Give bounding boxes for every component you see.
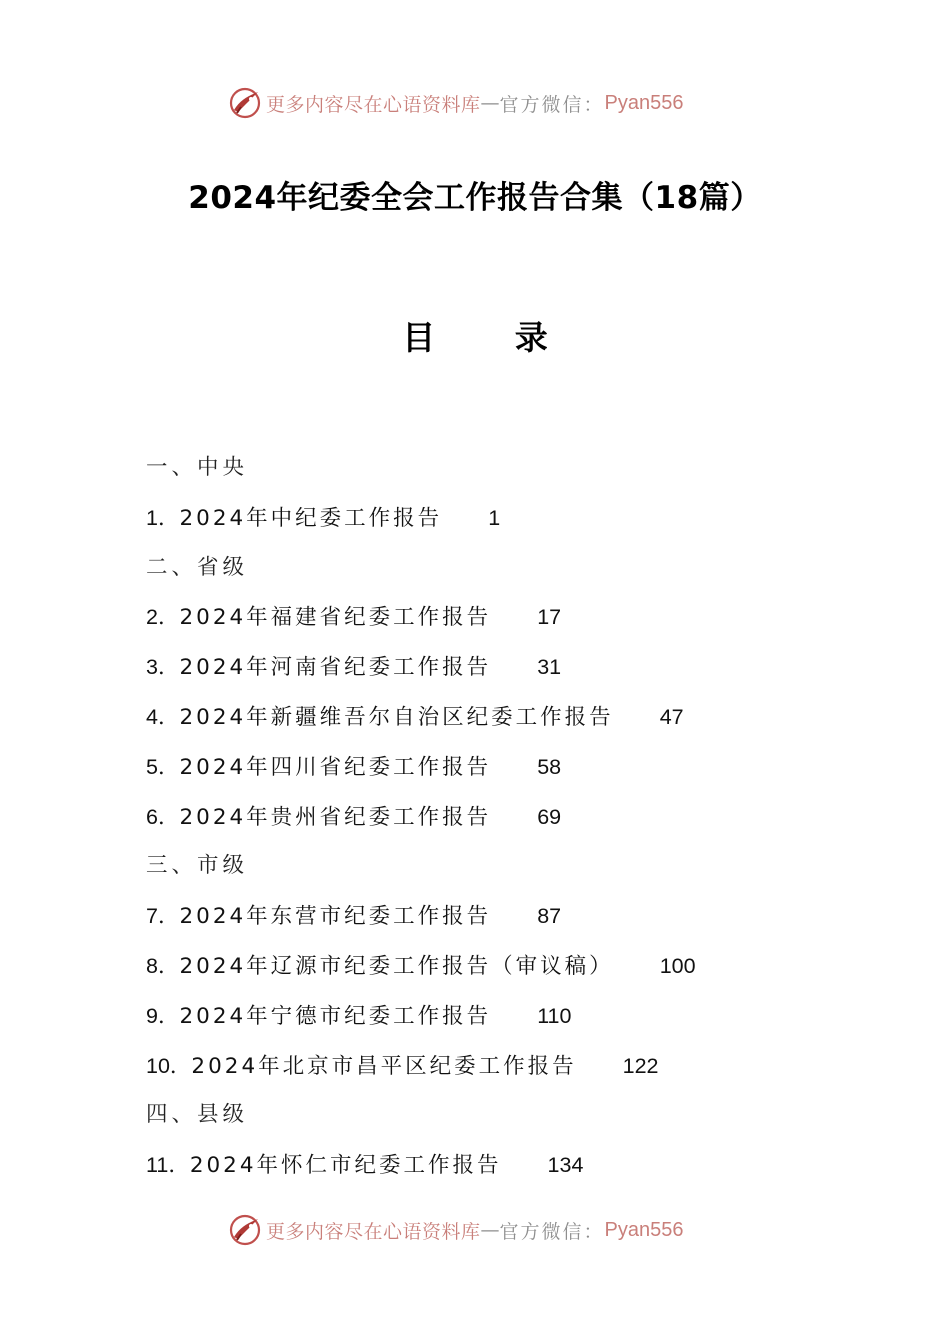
toc-entry-number: 7．: [146, 904, 180, 929]
toc-entry: [146, 747, 846, 797]
toc-entry: [146, 797, 846, 847]
toc-entry: [146, 996, 846, 1046]
toc-entry-title: 2024年辽源市纪委工作报告（审议稿）: [179, 953, 614, 979]
toc-entry-page-number: 69: [537, 804, 562, 829]
toc-entry-number: 3．: [146, 655, 180, 680]
toc-entry-title: 2024年东营市纪委工作报告: [179, 904, 492, 930]
toc-entry-title: 2024年四川省纪委工作报告: [179, 754, 492, 780]
pen-logo-icon: [228, 86, 262, 120]
toc-entry-page-number: 47: [659, 704, 684, 729]
wechat-label: 官方微信：: [499, 93, 605, 116]
toc-entry-number: 6．: [146, 804, 180, 829]
toc-entry-title: 2024年北京市昌平区纪委工作报告: [191, 1053, 577, 1079]
toc-entry-page-number: 31: [537, 655, 562, 680]
toc-entry-number: 5．: [146, 754, 180, 779]
toc-entry-page-number: 134: [547, 1153, 584, 1178]
toc-entry-page-number: 100: [659, 953, 696, 978]
toc-entry: [146, 1145, 846, 1195]
toc-section-heading: 四、县级: [146, 1102, 249, 1128]
toc-entry-page-number: 17: [537, 605, 562, 630]
separator: —: [480, 92, 500, 114]
wechat-id: Pyan556: [604, 1218, 684, 1241]
toc-entry-page-number: 122: [622, 1053, 659, 1078]
toc-entry-number: 10．: [146, 1053, 192, 1078]
toc-entry-title: 2024年新疆维吾尔自治区纪委工作报告: [179, 704, 614, 730]
toc-section-heading: 三、市级: [146, 853, 249, 879]
toc-entry-page-number: 110: [537, 1003, 572, 1028]
promo-text: 更多内容尽在心语资料库: [266, 1220, 481, 1243]
toc-entry-number: 11．: [146, 1153, 190, 1178]
toc-entry-number: 4．: [146, 704, 180, 729]
header-watermark: [228, 85, 748, 121]
toc-entry: [146, 647, 846, 697]
wechat-label: 官方微信：: [499, 1220, 605, 1243]
toc-entry-title: 2024年福建省纪委工作报告: [179, 605, 492, 631]
toc-entry: [146, 946, 846, 996]
toc-section-heading: 二、省级: [146, 554, 249, 580]
toc-entry-title: 2024年河南省纪委工作报告: [179, 655, 492, 681]
toc-entry-page-number: 1: [488, 505, 501, 530]
toc-entry: [146, 597, 846, 647]
toc-entry-page-number: 87: [537, 904, 562, 929]
toc-heading: 目 录: [402, 318, 582, 357]
pen-logo-icon: [228, 1213, 262, 1247]
toc-entry-number: 1．: [146, 505, 180, 530]
toc-entry-title: 2024年中纪委工作报告: [179, 505, 443, 531]
wechat-id: Pyan556: [604, 91, 684, 114]
toc-entry-title: 2024年怀仁市纪委工作报告: [189, 1153, 502, 1179]
toc-entry-number: 8．: [146, 953, 180, 978]
footer-watermark: [228, 1212, 748, 1248]
toc-section-heading: 一、中央: [146, 455, 249, 480]
toc-entry: [146, 498, 846, 548]
toc-entry-number: 2．: [146, 605, 180, 630]
toc-entry-number: 9．: [146, 1003, 180, 1028]
toc-entry: [146, 896, 846, 946]
toc-entry: [146, 1046, 846, 1096]
toc-entry: [146, 697, 846, 747]
toc-entry-page-number: 58: [537, 754, 562, 779]
toc-entry-title: 2024年宁德市纪委工作报告: [179, 1003, 492, 1029]
promo-text: 更多内容尽在心语资料库: [266, 93, 481, 116]
separator: —: [480, 1219, 500, 1241]
toc-entry-title: 2024年贵州省纪委工作报告: [179, 804, 492, 830]
table-of-contents: [146, 448, 846, 1195]
document-title: 2024年纪委全会工作报告合集（18篇）: [188, 180, 762, 216]
